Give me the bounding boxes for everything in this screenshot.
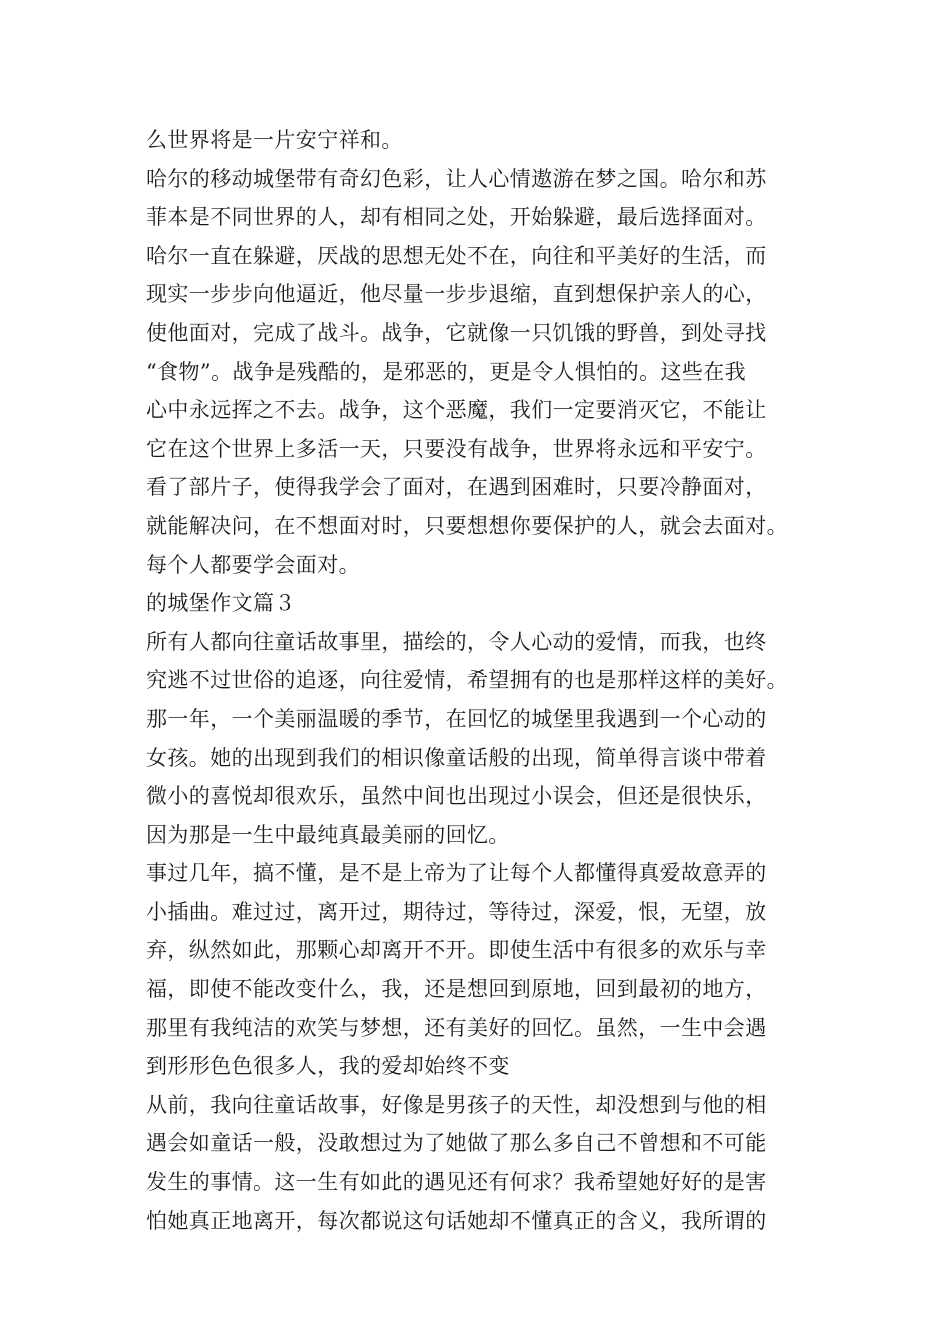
text-line: 究逃不过世俗的追逐，向往爱情，希望拥有的也是那样这样的美好。	[146, 668, 788, 693]
text-line: 它在这个世界上多活一天，只要没有战争，世界将永远和平安宁。	[146, 436, 767, 461]
text-line: 福，即使不能改变什么，我，还是想回到原地，回到最初的地方，	[146, 977, 767, 1002]
text-line: 使他面对，完成了战斗。战争，它就像一只饥饿的野兽，到处寻找	[146, 320, 767, 345]
text-line: 怕她真正地离开，每次都说这句话她却不懂真正的含义，我所谓的	[146, 1208, 767, 1233]
text-line: 哈尔一直在躲避，厌战的思想无处不在，向往和平美好的生活，而	[146, 243, 767, 268]
text-line: 小插曲。难过过，离开过，期待过，等待过，深爱，恨，无望，放	[146, 899, 767, 924]
text-line: 事过几年，搞不懂，是不是上帝为了让每个人都懂得真爱故意弄的	[146, 861, 767, 886]
text-line: 那一年，一个美丽温暖的季节，在回忆的城堡里我遇到一个心动的	[146, 706, 767, 731]
text-line: 哈尔的移动城堡带有奇幻色彩，让人心情遨游在梦之国。哈尔和苏	[146, 166, 767, 191]
text-line: 弃，纵然如此，那颗心却离开不开。即使生活中有很多的欢乐与幸	[146, 938, 767, 963]
text-line: 发生的事情。这一生有如此的遇见还有何求？我希望她好好的是害	[146, 1170, 767, 1195]
text-line: 所有人都向往童话故事里，描绘的，令人心动的爱情，而我，也终	[146, 629, 767, 654]
text-line: “食物”。战争是残酷的，是邪恶的，更是令人惧怕的。这些在我	[146, 359, 747, 384]
text-line: 到形形色色很多人，我的爱却始终不变	[146, 1054, 510, 1079]
text-line: 遇会如童话一般，没敢想过为了她做了那么多自己不曾想和不可能	[146, 1131, 767, 1156]
text-line: 微小的喜悦却很欢乐，虽然中间也出现过小误会，但还是很快乐，	[146, 784, 767, 809]
text-line: 现实一步步向他逼近，他尽量一步步退缩，直到想保护亲人的心，	[146, 282, 767, 307]
text-line: 因为那是一生中最纯真最美丽的回忆。	[146, 822, 510, 847]
text-line: 么世界将是一片安宁祥和。	[146, 128, 403, 152]
text-line: 从前，我向往童话故事，好像是男孩子的天性，却没想到与他的相	[146, 1092, 767, 1117]
text-line: 每个人都要学会面对。	[146, 552, 360, 577]
text-line: 心中永远挥之不去。战争，这个恶魔，我们一定要消灭它，不能让	[146, 398, 767, 423]
text-line: 看了部片子，使得我学会了面对，在遇到困难时，只要冷静面对，	[146, 475, 767, 500]
text-line: 那里有我纯洁的欢笑与梦想，还有美好的回忆。虽然，一生中会遇	[146, 1015, 767, 1040]
body-text	[146, 121, 836, 1240]
text-line: 菲本是不同世界的人，却有相同之处，开始躲避，最后选择面对。	[146, 205, 767, 230]
text-line: 就能解决问，在不想面对时，只要想想你要保护的人，就会去面对。	[146, 513, 788, 538]
text-line: 女孩。她的出现到我们的相识像童话般的出现，简单得言谈中带着	[146, 745, 767, 770]
section-heading: 的城堡作文篇３	[146, 591, 296, 616]
